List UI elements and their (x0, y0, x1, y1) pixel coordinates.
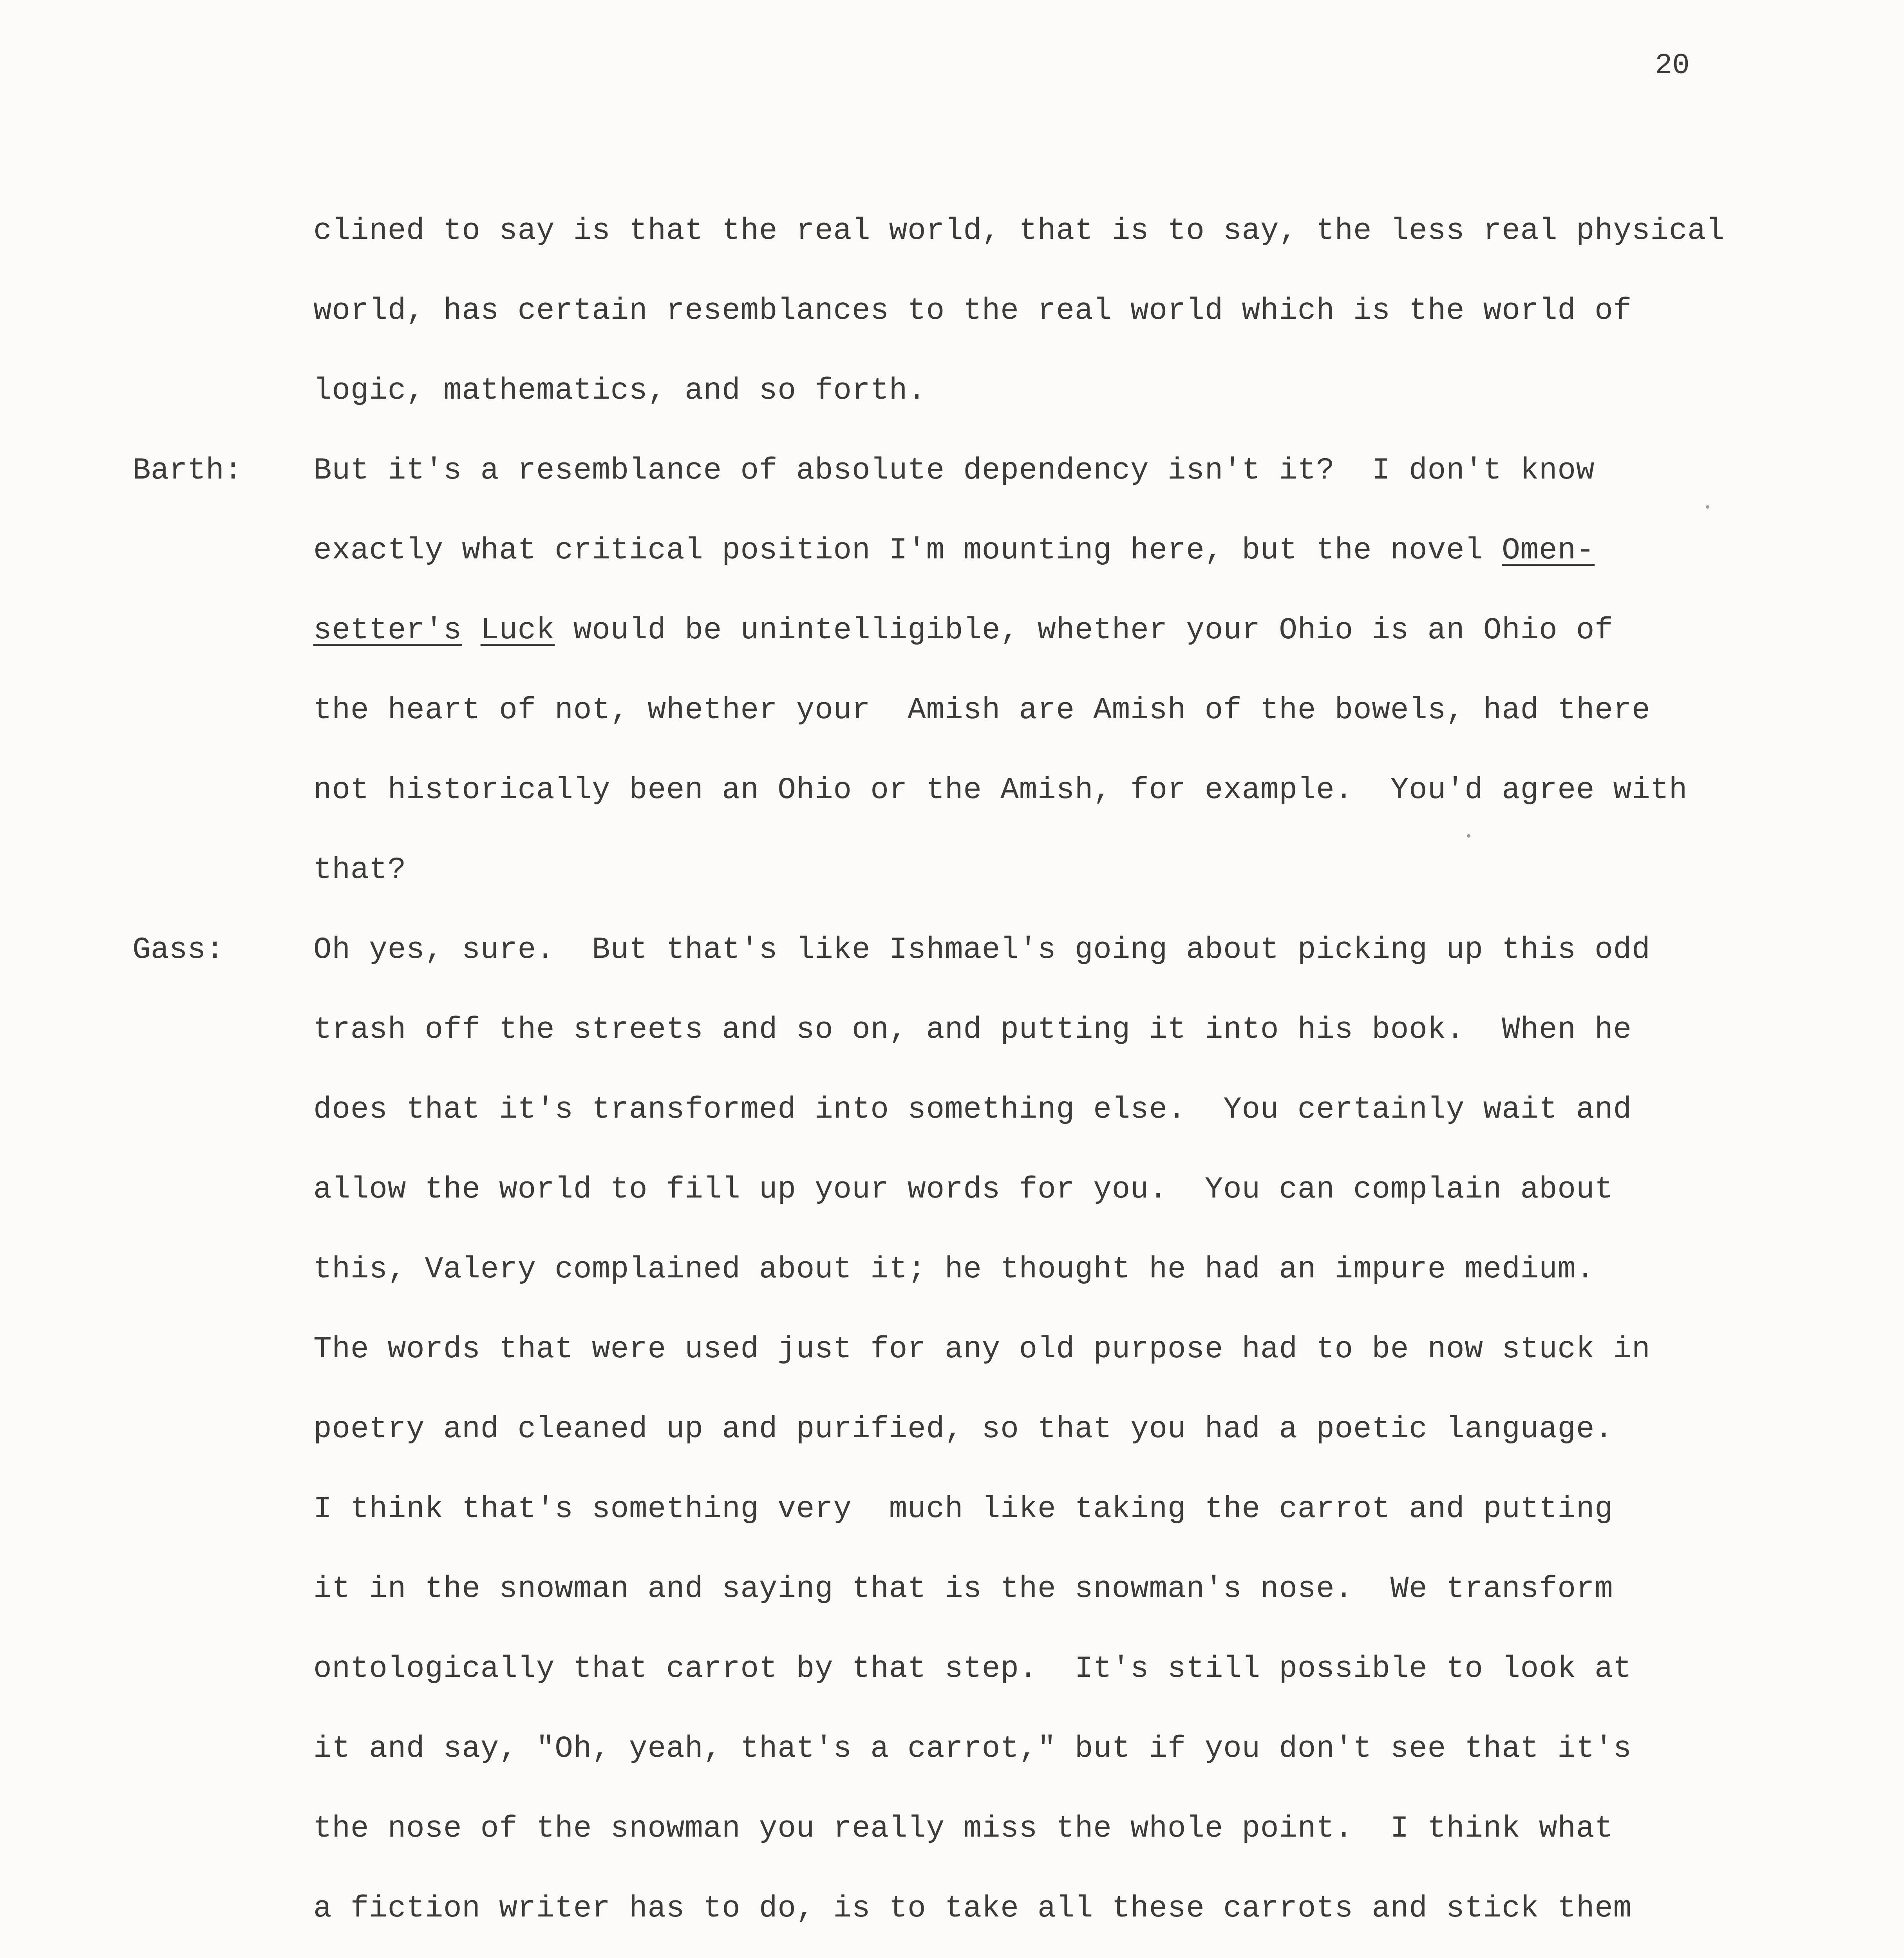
text-span: exactly what critical position I'm mounting here, but the novel (313, 533, 1502, 568)
speaker-label-gass: Gass: (132, 933, 224, 967)
text-line (313, 611, 1613, 650)
text-line: the heart of not, whether your Amish are Amish of the bowels, had there (313, 693, 1651, 728)
text-line: Oh yes, sure. But that's like Ishmael's going about picking up this odd (313, 933, 1651, 967)
text-line: does that it's transformed into something else. You certainly wait and (313, 1093, 1632, 1127)
text-line: it and say, "Oh, yeah, that's a carrot," but if you don't see that it's (313, 1732, 1632, 1766)
text-line: a fiction writer has to do, is to take all these carrots and stick them (313, 1891, 1632, 1926)
text-line: trash off the streets and so on, and putting it into his book. When he (313, 1013, 1632, 1047)
underlined-title: setter's (313, 613, 462, 648)
text-line: world, has certain resemblances to the real world which is the world of (313, 294, 1632, 328)
text-line (313, 531, 1595, 570)
text-span: would be unintelligible, whether your Ohio is an Ohio of (573, 613, 1613, 648)
page-number: 20 (1655, 49, 1690, 82)
text-line: logic, mathematics, and so forth. (313, 374, 926, 408)
underlined-title: Omen- (1502, 533, 1595, 568)
text-line: poetry and cleaned up and purified, so that you had a poetic language. (313, 1412, 1613, 1447)
text-line: allow the world to fill up your words for you. You can complain about (313, 1172, 1613, 1207)
underlined-title: Luck (480, 613, 555, 648)
text-line: that? (313, 853, 407, 887)
text-line: ontologically that carrot by that step. It's still possible to look at (313, 1652, 1632, 1686)
text-line: But it's a resemblance of absolute dependency isn't it? I don't know (313, 453, 1595, 488)
text-line: I think that's something very much like taking the carrot and putting (313, 1492, 1613, 1526)
text-line: not historically been an Ohio or the Amish, for example. You'd agree with (313, 773, 1688, 807)
stray-mark (1467, 834, 1470, 838)
text-line: clined to say is that the real world, that is to say, the less real physical (313, 214, 1725, 248)
text-line: it in the snowman and saying that is the snowman's nose. We transform (313, 1572, 1613, 1606)
speaker-label-barth: Barth: (132, 453, 242, 488)
stray-mark (1706, 505, 1709, 509)
text-line: the nose of the snowman you really miss the whole point. I think what (313, 1812, 1613, 1846)
text-line: this, Valery complained about it; he thought he had an impure medium. (313, 1252, 1595, 1287)
text-line: The words that were used just for any old purpose had to be now stuck in (313, 1332, 1651, 1367)
